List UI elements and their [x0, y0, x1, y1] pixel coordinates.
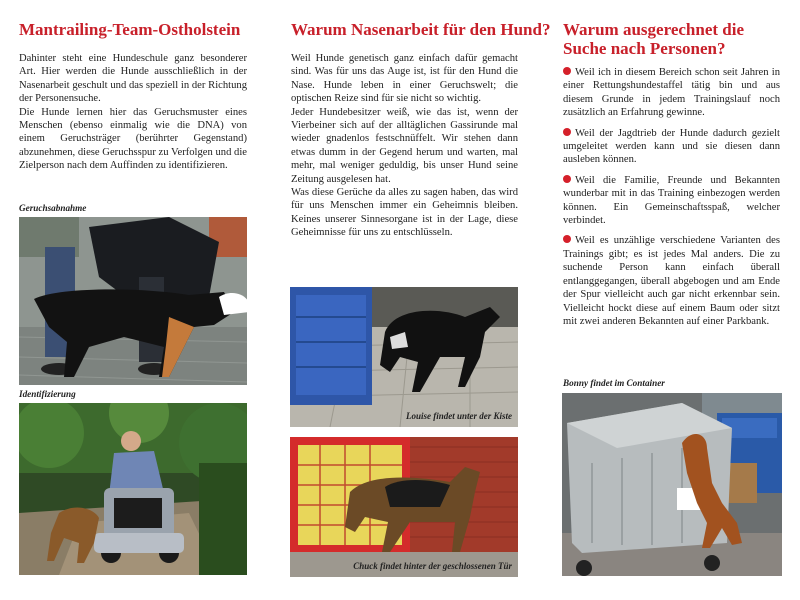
column-3-title: Warum ausgerechnet die Suche nach Personen? — [563, 20, 745, 58]
bullet-dot-icon — [563, 235, 571, 243]
column-1-para-2: Die Hunde lernen hier das Geruchsmuster eines Menschen (ebenso einmalig wie die DNA) von einem Geruchsträger (berührter Gegenstand) abzunehmen, diese Geruchsspur zu Verfolgen und die Zielperson nach dem Auffinden zu identifizieren. — [19, 106, 247, 172]
caption-chuck: Chuck findet hinter der geschlossenen Tür — [353, 561, 512, 571]
bullet-item: Weil ich in diesem Bereich schon seit Jahren in einer Rettungshundestaffel tätig bin und aus diesem Grunde in jedem Trainingslauf noch zusätzlich an Erfahrung gewinne. — [563, 67, 780, 119]
column-2-para-1: Weil Hunde genetisch ganz einfach dafür gemacht sind. Was für uns das Auge ist, ist für den Hund die Nase. Hunde leben in einer Geruchswelt; die optischen Reize sind für sie nicht so wichtig. — [291, 53, 518, 105]
column-2-title: Warum Nasenarbeit für den Hund? — [291, 20, 551, 39]
bullet-item: Weil es unzählige verschiedene Varianten des Trainings gibt; es ist jedes Mal anders. Die zu suchende Person kann einfach überall entlanggegangen, überall abgebogen und am Ende der Spur vielleicht auch gar nicht erkennbar sein. Vielleicht hockt diese auf einem Baum oder sitzt mit zwei anderen Bekannten auf einer Parkbank. — [563, 235, 780, 327]
column-1-title: Mantrailing-Team-Ostholstein — [19, 20, 241, 39]
photo-identifizierung — [19, 403, 247, 575]
bullet-list — [563, 66, 780, 335]
bullet-dot-icon — [563, 175, 571, 183]
caption-geruchsabnahme: Geruchsabnahme — [19, 203, 87, 213]
bullet-dot-icon — [563, 67, 571, 75]
photo-geruchsabnahme — [19, 217, 247, 385]
photo-chuck — [290, 437, 518, 577]
column-1-para-1: Dahinter steht eine Hundeschule ganz besonderer Art. Hier werden die Hunde ausschließlich in der Nasenarbeit geschult und das speziell in der Richtung der Personensuche. — [19, 53, 247, 105]
caption-louise: Louise findet unter der Kiste — [405, 411, 512, 421]
bullet-item: Weil die Familie, Freunde und Bekannten wunderbar mit in das Training einbezogen werden können. Ein Gemeinschaftsspaß, welcher verbindet. — [563, 174, 780, 227]
column-2-para-3: Was diese Gerüche da alles zu sagen haben, das wird für uns Menschen immer ein Geheimnis bleiben. Keines unserer Sinnesorgane ist in der Lage, diese Geheimnisse für uns zu entschlüsseln. — [291, 187, 518, 239]
photo-bonny — [562, 393, 782, 576]
caption-bonny: Bonny findet im Container — [563, 378, 665, 388]
photo-louise — [290, 287, 518, 427]
caption-identifizierung: Identifizierung — [19, 389, 76, 399]
bullet-item: Weil der Jagdtrieb der Hunde dadurch gezielt umgeleitet werden kann und sie diesen dann ausleben können. — [563, 127, 780, 166]
bullet-dot-icon — [563, 128, 571, 136]
column-2-para-2: Jeder Hundebesitzer weiß, wie das ist, wenn der Vierbeiner sich auf der alltäglichen Gassirunde mal wieder gnadenlos festschnüffelt. Wir stehen dann etwas dumm in der Gegend herum und warten, mal mehr, mal weniger geduldig, bis unser Hund seine Zeitung ausgelesen hat. — [291, 106, 518, 185]
